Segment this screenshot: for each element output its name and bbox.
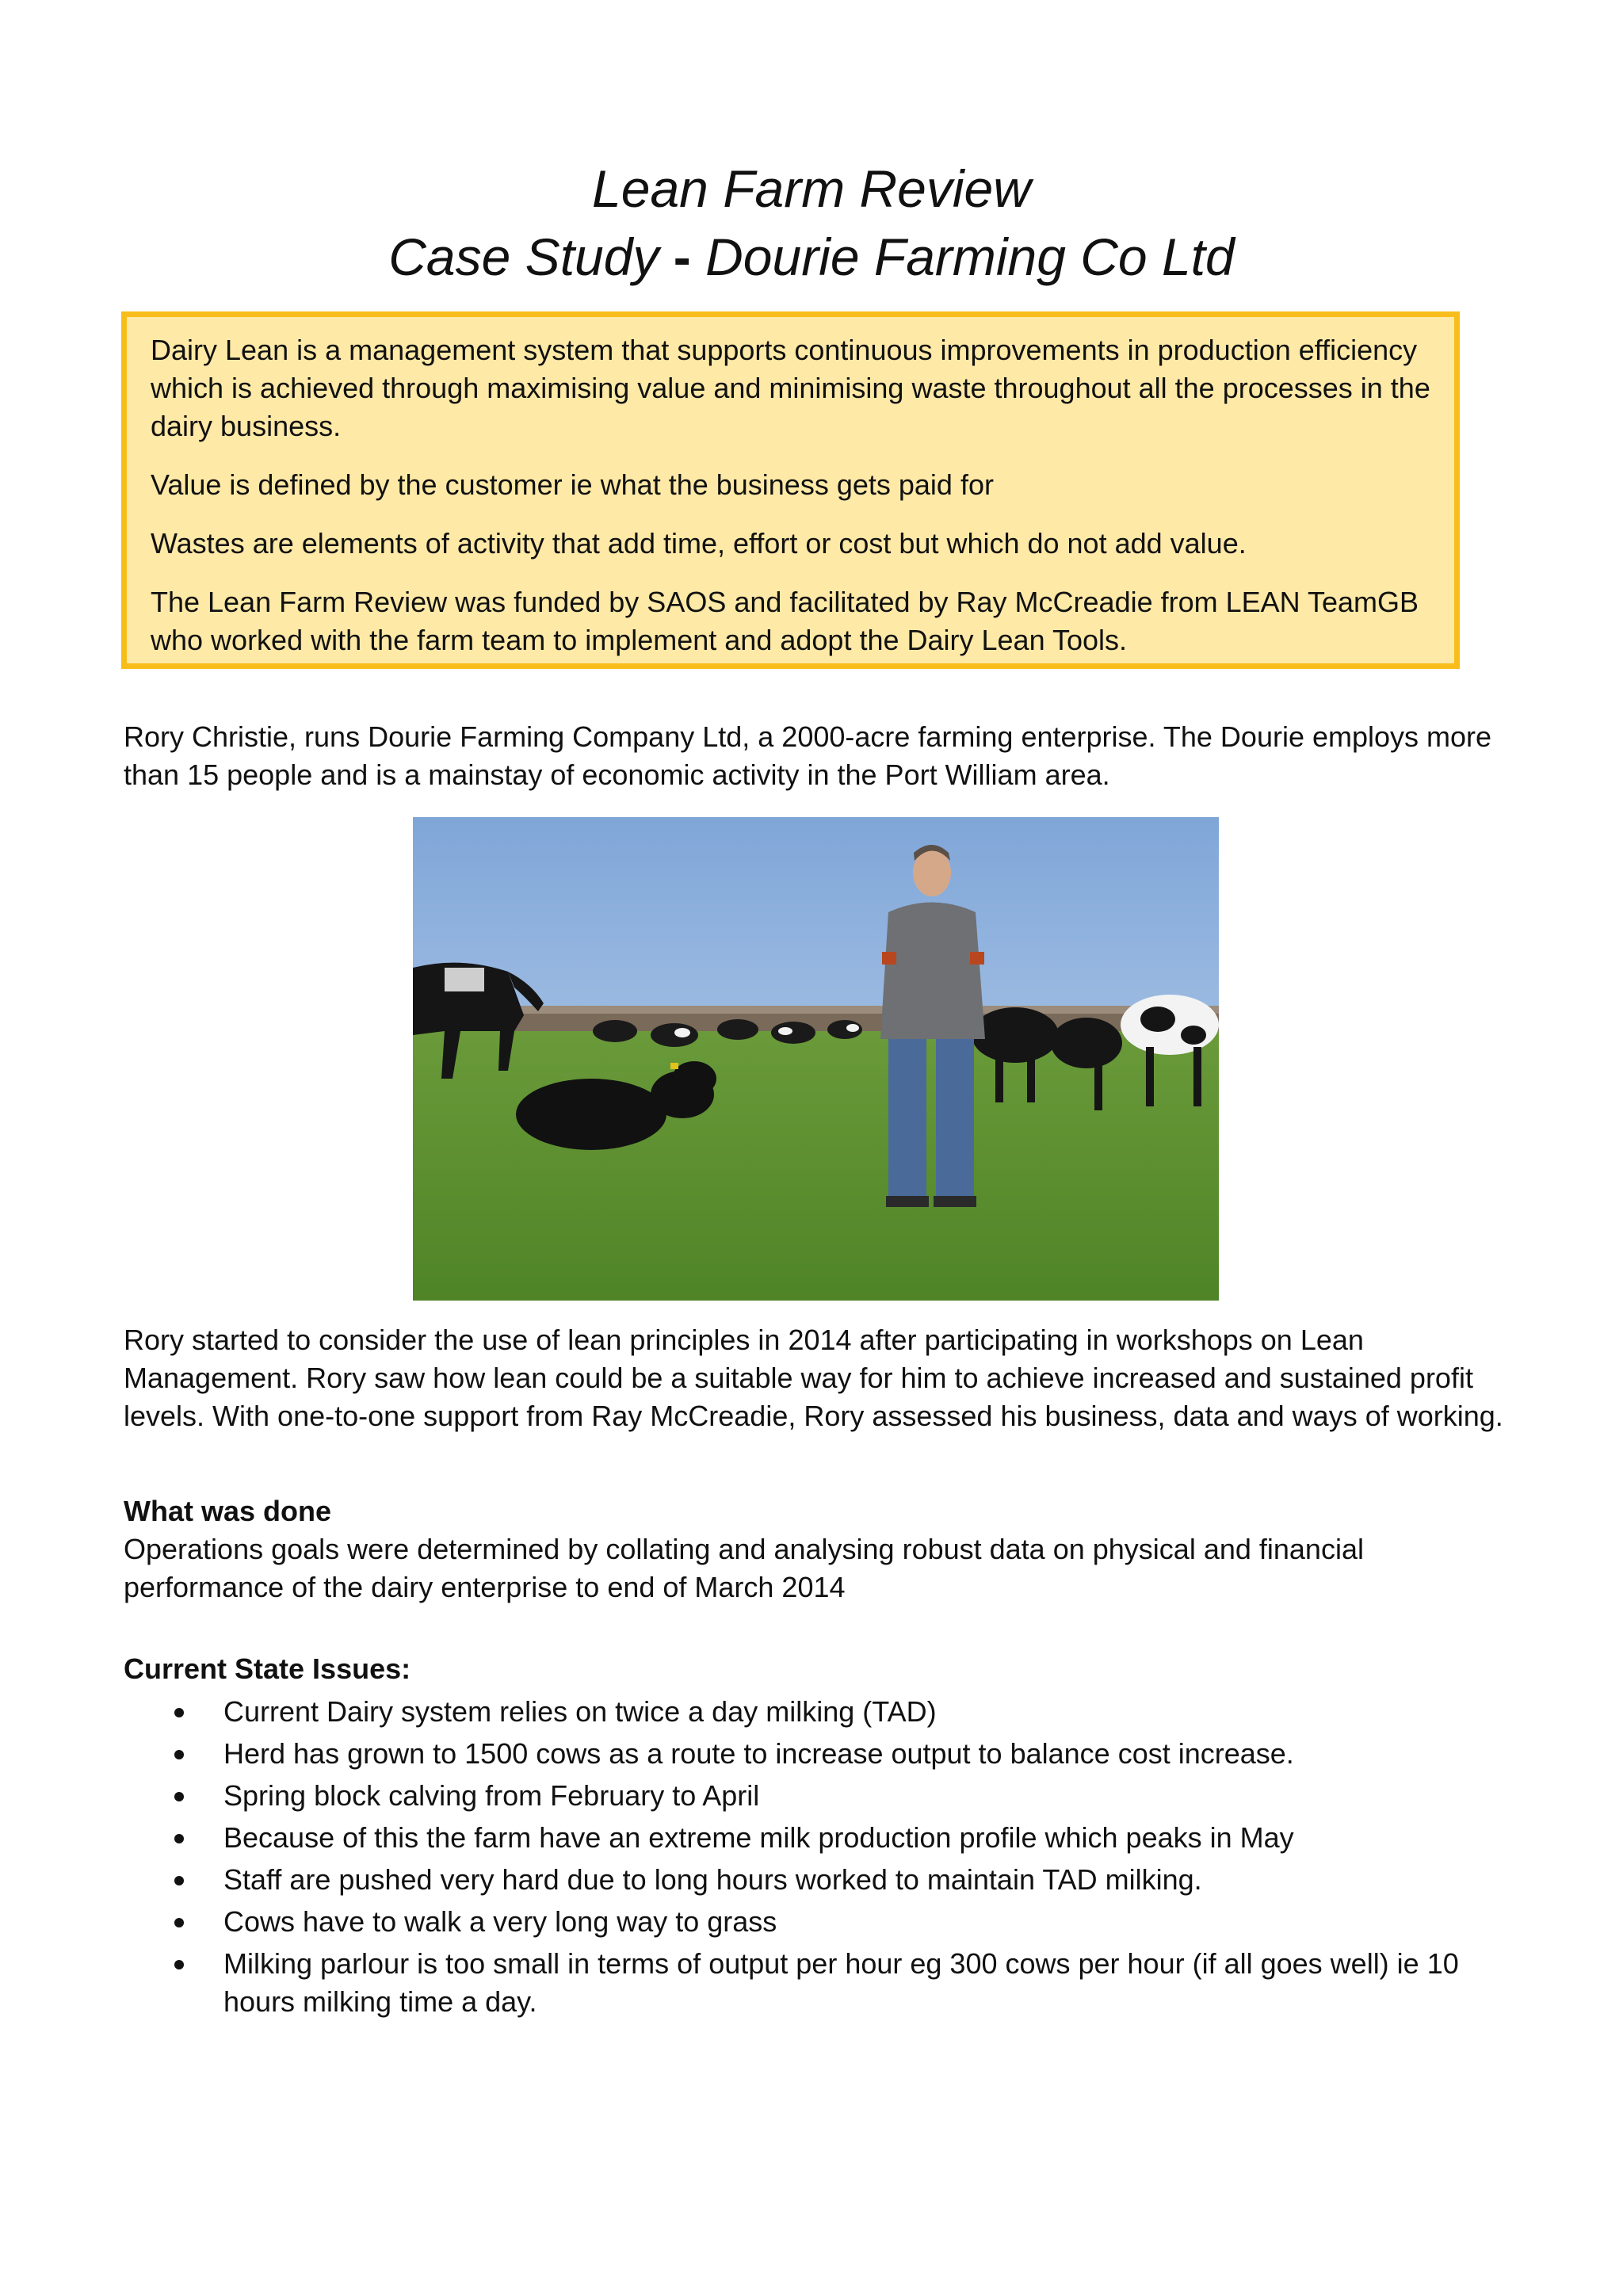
farmer-with-cows-illustration (413, 817, 1219, 1301)
bullet-icon (174, 1792, 184, 1801)
list-item: Current Dairy system relies on twice a day milking (TAD) (124, 1693, 1518, 1731)
list-item: Milking parlour is too small in terms of output per hour eg 300 cows per hour (if all goes well) ie 10 hours milking time a day. (124, 1945, 1518, 2021)
dairy-lean-callout-box (121, 311, 1460, 669)
current-state-issues-list (124, 1693, 1518, 2025)
list-item: Staff are pushed very hard due to long hours worked to maintain TAD milking. (124, 1861, 1518, 1899)
callout-paragraph: Value is defined by the customer ie what the business gets paid for (151, 468, 994, 501)
callout-paragraph: Dairy Lean is a management system that supports continuous improvements in production efficiency which is achieved through maximising value and minimising waste throughout all the processes in the dairy business. (151, 334, 1430, 442)
bullet-icon (174, 1960, 184, 1969)
bullet-icon (174, 1750, 184, 1759)
list-item: Herd has grown to 1500 cows as a route to increase output to balance cost increase. (124, 1735, 1518, 1773)
bullet-icon (174, 1708, 184, 1717)
intro-paragraph: Rory Christie, runs Dourie Farming Company Ltd, a 2000-acre farming enterprise. The Dourie employs more than 15 people and is a mainstay of economic activity in the Port William area. (124, 720, 1492, 791)
document-title-line2: Case Study - Dourie Farming Co Ltd (388, 227, 1235, 286)
lean-start-paragraph: Rory started to consider the use of lean principles in 2014 after participating in workshops on Lean Management. Rory saw how lean could be a suitable way for him to achieve increased and sustained profit levels. With one-to-one support from Ray McCreadie, Rory assessed his business, data and ways of working. (124, 1324, 1503, 1432)
what-was-done-paragraph: Operations goals were determined by collating and analysing robust data on physical and financial performance of the dairy enterprise to end of March 2014 (124, 1533, 1364, 1603)
bullet-icon (174, 1876, 184, 1885)
bullet-icon (174, 1918, 184, 1927)
current-state-issues-heading: Current State Issues: (124, 1652, 411, 1685)
list-item: Cows have to walk a very long way to grass (124, 1903, 1518, 1941)
bullet-icon (174, 1834, 184, 1843)
farmer-with-cows-photo (413, 817, 1219, 1301)
callout-paragraph: The Lean Farm Review was funded by SAOS and facilitated by Ray McCreadie from LEAN TeamGB who worked with the farm team to implement and adopt the Dairy Lean Tools. (151, 586, 1419, 656)
document-title-line1: Lean Farm Review (592, 159, 1031, 218)
callout-paragraph: Wastes are elements of activity that add time, effort or cost but which do not add value. (151, 527, 1247, 560)
list-item: Spring block calving from February to April (124, 1777, 1518, 1815)
list-item: Because of this the farm have an extreme milk production profile which peaks in May (124, 1819, 1518, 1857)
what-was-done-heading: What was done (124, 1495, 332, 1527)
